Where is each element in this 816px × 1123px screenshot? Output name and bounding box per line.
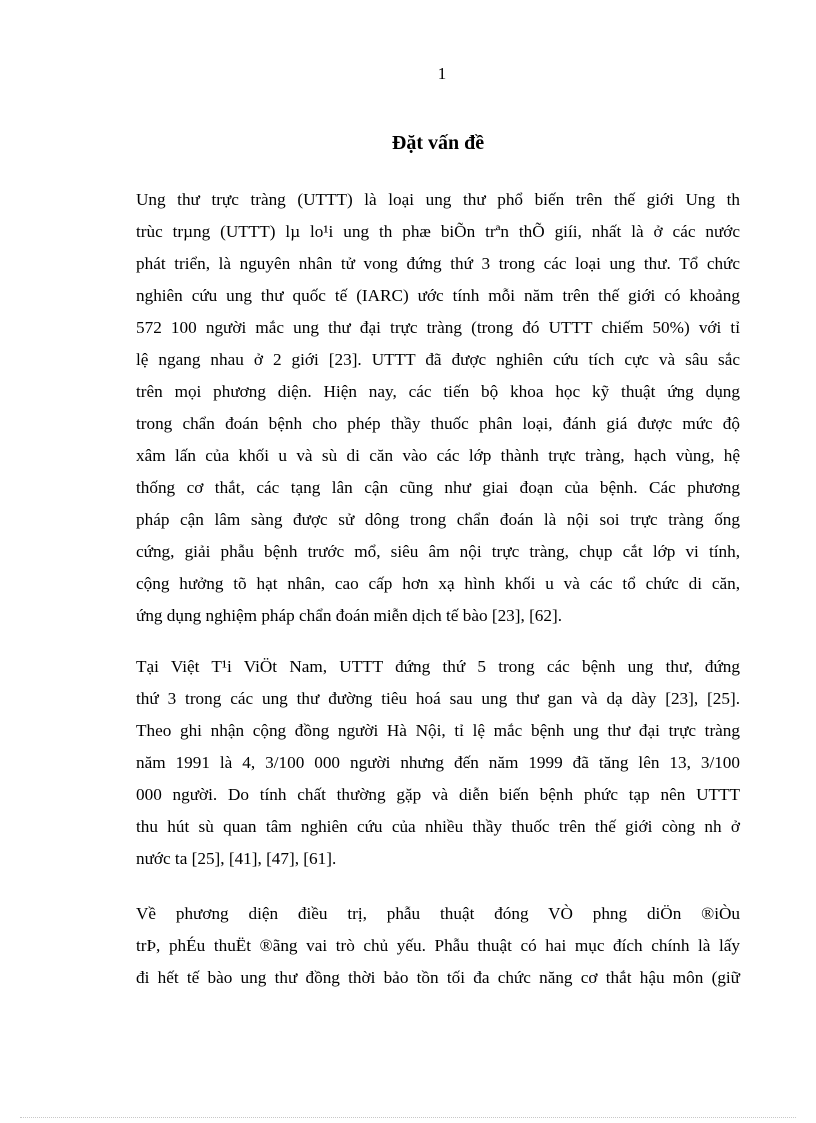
text-line: Theo ghi nhận cộng đồng người Hà Nội, tỉ lệ mắc bệnh ung thư đại trực tràng [136, 721, 740, 740]
text-line: cứng, giải phẫu bệnh trước mổ, siêu âm nội trực tràng, chụp cắt lớp vi tính, [136, 542, 740, 561]
text-line: pháp cận lâm sàng được sử dông trong chẩn đoán là nội soi trực tràng ống [136, 510, 740, 529]
text-line: phát triển, là nguyên nhân tử vong đứng thứ 3 trong các loại ung thư. Tổ chức [136, 254, 740, 273]
text-line: năm 1991 là 4, 3/100 000 người nhưng đến năm 1999 đã tăng lên 13, 3/100 [136, 753, 740, 772]
text-line: ứng dụng nghiệm pháp chẩn đoán miễn dịch tế bào [23], [62]. [136, 606, 563, 625]
text-line: trong chẩn đoán bệnh cho phép thầy thuốc phân loại, đánh giá được mức độ [136, 414, 740, 433]
text-line: nghiên cứu ung thư quốc tế (IARC) ước tính mỗi năm trên thế giới có khoảng [136, 286, 740, 305]
text-line: 000 người. Do tính chất thường gặp và diễn biến bệnh phức tạp nên UTTT [136, 785, 740, 804]
text-line: Tại Việt T¹i ViÖt Nam, UTTT đứng thứ 5 trong các bệnh ung thư, đứng [136, 657, 740, 676]
text-line: thu hút sù quan tâm nghiên cứu của nhiều thầy thuốc trên thế giới còng nh ở [136, 817, 740, 836]
text-line: 572 100 người mắc ung thư đại trực tràng (trong đó UTTT chiếm 50%) với tỉ [136, 318, 740, 337]
text-line: trùc trµng (UTTT) lµ lo¹i ung th phæ biÕn trªn thÕ giíi, nhất là ở các nước [136, 222, 740, 241]
text-line: trÞ, phÉu thuËt ®ãng vai trò chủ yếu. Phẫu thuật có hai mục đích chính là lấy [136, 936, 740, 955]
text-line: cộng hưởng tõ hạt nhân, cao cấp hơn xạ hình khối u và các tổ chức di căn, [136, 574, 740, 593]
text-line: thứ 3 trong các ung thư đường tiêu hoá sau ung thư gan và dạ dày [23], [25]. [136, 689, 740, 708]
page-title: Đặt vấn đề [391, 132, 485, 154]
text-line: Ung thư trực tràng (UTTT) là loại ung thư phổ biến trên thế giới Ung th [136, 190, 740, 209]
text-line: trên mọi phương diện. Hiện nay, các tiến bộ khoa học kỹ thuật ứng dụng [136, 382, 740, 401]
page-number: 1 [437, 64, 447, 83]
text-line: xâm lấn của khối u và sù di căn vào các lớp thành trực tràng, hạch vùng, hệ [136, 446, 740, 465]
text-line: thống cơ thắt, các tạng lân cận cũng như giai đoạn của bệnh. Các phương [136, 478, 740, 497]
text-line: nước ta [25], [41], [47], [61]. [136, 849, 337, 868]
text-line: lệ ngang nhau ở 2 giới [23]. UTTT đã được nghiên cứu tích cực và sâu sắc [136, 350, 740, 369]
text-line: đi hết tế bào ung thư đồng thời bảo tồn tối đa chức năng cơ thắt hậu môn (giữ [136, 968, 740, 987]
text-line: Về phương diện điều trị, phẫu thuật đóng VÒ phng diÖn ®iÒu [136, 904, 740, 923]
page-bottom-divider [20, 1117, 796, 1118]
